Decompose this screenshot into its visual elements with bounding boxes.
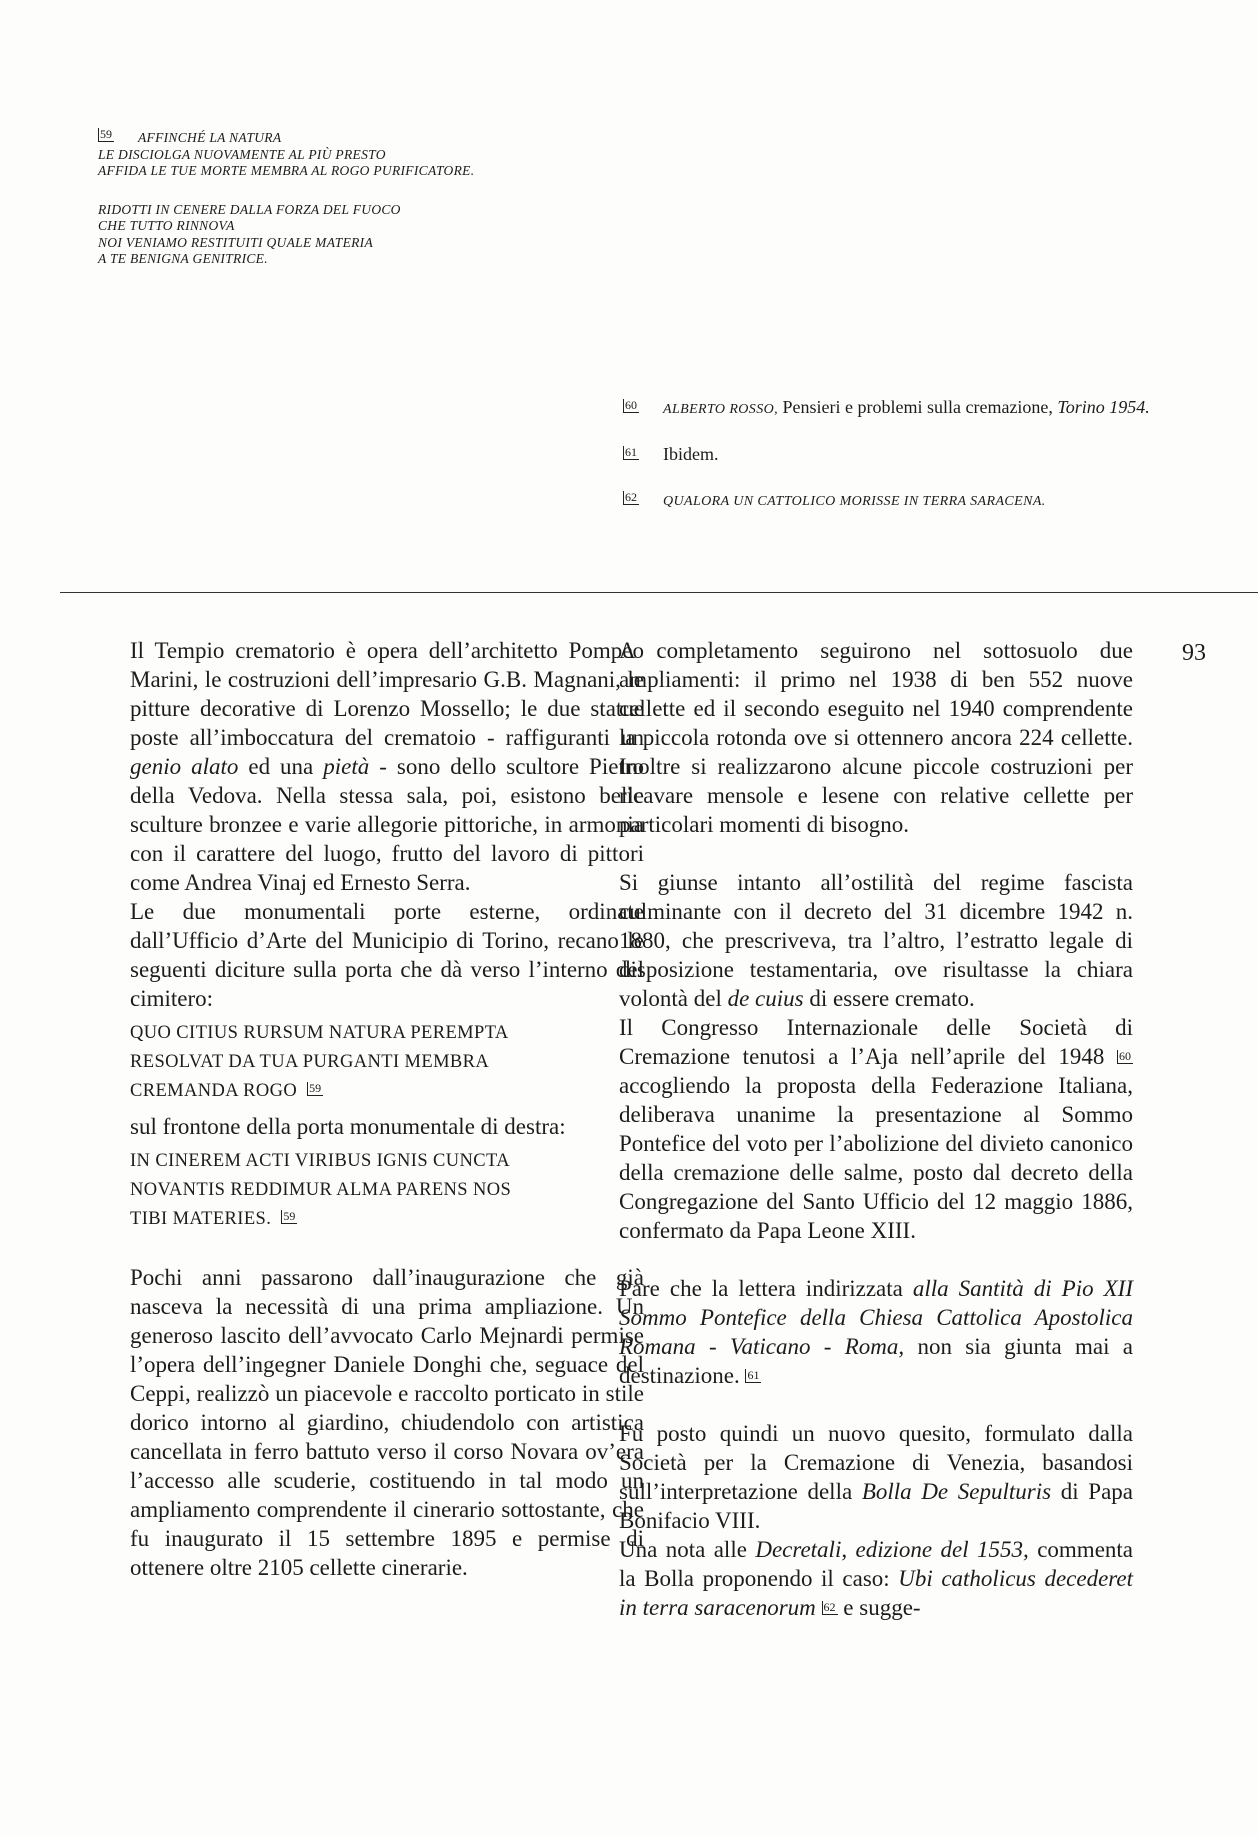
- footnote-ref: 60: [625, 398, 637, 412]
- paragraph: Pare che la lettera indirizzata alla Santità di Pio XII Sommo Pontefice della Chiesa Cattolica Apostolica Romana - Vaticano - Roma, non sia giunta mai a destinazione. 61: [619, 1276, 1133, 1388]
- note-line: AFFIDA LE TUE MORTE MEMBRA AL ROGO PURIFICATORE.: [98, 163, 475, 178]
- paragraph: Le due monumentali porte esterne, ordinate dall’Ufficio d’Arte del Municipio di Torino, recano le seguenti diciture sulla porta che dà verso l’interno del cimitero:: [130, 899, 644, 1011]
- note-60: 60 ALBERTO ROSSO, Pensieri e problemi sulla cremazione, Torino 1954.: [625, 397, 1150, 417]
- section-divider: [60, 592, 1258, 593]
- footnote-ref: 60: [1119, 1049, 1131, 1063]
- paragraph: sul frontone della porta monumentale di destra:: [130, 1114, 566, 1139]
- footnote-ref: 61: [747, 1368, 760, 1382]
- notes-right: [623, 396, 1183, 535]
- left-column: [130, 636, 644, 1582]
- note-59: [98, 128, 718, 268]
- footnote-ref: 59: [100, 127, 112, 141]
- note-61: 61 Ibidem.: [625, 444, 719, 464]
- page-number: 93: [1182, 640, 1206, 666]
- note-stanza: [98, 202, 718, 268]
- paragraph: Pochi anni passarono dall’inaugurazione che già nasceva la necessità di una prima ampliazione. Un generoso lascito dell’avvocato Carlo Mejnardi permise l’opera dell’ingegner Daniele Donghi che, seguace del Ceppi, realizzò un piacevole e raccolto porticato in stile dorico intorno al giardino, chiudendolo con artistica cancellata in ferro battuto verso il corso Novara ov’era l’accesso alle scuderie, costituendo in tal modo un ampliamento comprendente il cinerario sottostante, che fu inaugurato il 15 settembre 1895 e permise di ottenere oltre 2105 cellette cinerarie.: [130, 1265, 644, 1580]
- paragraph: Fu posto quindi un nuovo quesito, formulato dalla Società per la Cremazione di Venezia, basandosi sull’interpretazione della Bolla De Sepulturis di Papa Bonifacio VIII.: [619, 1421, 1133, 1533]
- note-line: NOI VENIAMO RESTITUITI QUALE MATERIA: [98, 234, 374, 250]
- inscription-right-door: IN CINEREM ACTI VIRIBUS IGNIS CUNCTA NOVANTIS REDDIMUR ALMA PARENS NOS TIBI MATERIES. 59: [130, 1151, 512, 1229]
- note-line: A TE BENIGNA GENITRICE.: [98, 251, 268, 266]
- paragraph: Si giunse intanto all’ostilità del regime fascista culminante con il decreto del 31 dicembre 1942 n. 1880, che prescriveva, tra l’altro, l’estratto legale di disposizione testamentaria, ove risultasse la chiara volontà del de cuius di essere cremato.: [619, 870, 1133, 1011]
- note-line: LE DISCIOLGA NUOVAMENTE AL PIÙ PRESTO: [98, 146, 386, 162]
- note-line: RIDOTTI IN CENERE DALLA FORZA DEL FUOCO: [98, 201, 401, 217]
- footnote-ref: 59: [309, 1081, 322, 1095]
- inscription-left-door: QUO CITIUS RURSUM NATURA PEREMPTA RESOLVAT DA TUA PURGANTI MEMBRA CREMANDA ROGO 59: [130, 1023, 509, 1101]
- right-column: [619, 636, 1133, 1622]
- paragraph: Il Congresso Internazionale delle Società di Cremazione tenutosi a l’Aja nell’aprile del 1948 60 accogliendo la proposta della Federazione Italiana, deliberava unanime la presentazione al Sommo Pontefice del voto per l’abolizione del divieto canonico della cremazione delle salme, posto dal decreto della Congregazione del Santo Ufficio del 12 maggio 1886, confermato da Papa Leone XIII.: [619, 1015, 1133, 1243]
- note-line: 59 AFFINCHÉ LA NATURA: [100, 127, 282, 145]
- footnote-ref: 61: [625, 445, 637, 459]
- paragraph: A completamento seguirono nel sottosuolo due ampliamenti: il primo nel 1938 di ben 552 nuove cellette ed il secondo eseguito nel 1940 comprendente la piccola rotonda ove si ottennero ancora 224 cellette. Inoltre si realizzarono alcune piccole costruzioni per ricavare mensole e lesene con relative cellette per particolari momenti di bisogno.: [619, 638, 1133, 837]
- paragraph: Il Tempio crematorio è opera dell’architetto Pompeo Marini, le costruzioni dell’impresario G.B. Magnani, le pitture decorative di Lorenzo Mossello; le due statue poste all’imboccatura del crematoio - raffiguranti un genio alato ed una pietà - sono dello scultore Pietro della Vedova. Nella stessa sala, poi, esistono belle sculture bronzee e varie allegorie pittoriche, in armonia con il carattere del luogo, frutto del lavoro di pittori come Andrea Vinaj ed Ernesto Serra.: [130, 638, 644, 895]
- footnote-ref: 62: [823, 1600, 836, 1614]
- footnote-ref: 62: [625, 490, 637, 504]
- footnote-ref: 59: [283, 1209, 296, 1223]
- paragraph: Una nota alle Decretali, edizione del 1553, commenta la Bolla proponendo il caso: Ubi catholicus decederet in terra saracenorum 62 e sugge-: [619, 1537, 1133, 1620]
- note-line: CHE TUTTO RINNOVA: [98, 218, 235, 233]
- note-62: 62 QUALORA UN CATTOLICO MORISSE IN TERRA SARACENA.: [625, 490, 1046, 509]
